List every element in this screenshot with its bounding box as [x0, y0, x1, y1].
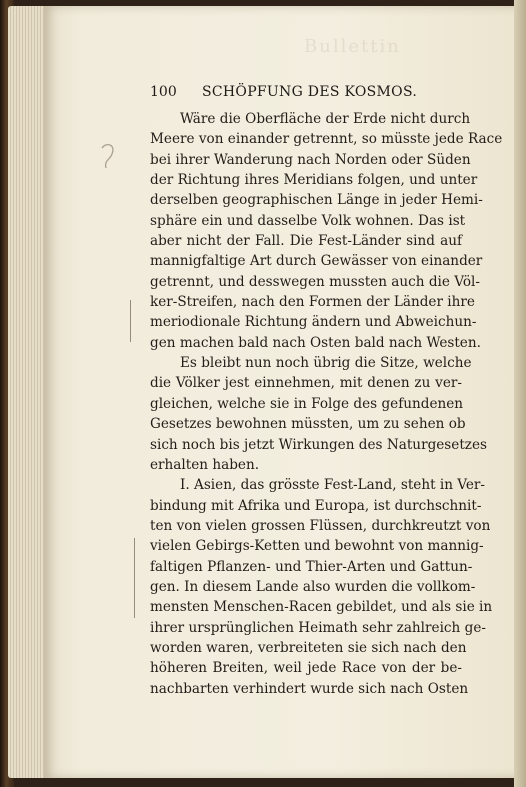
text-line: derselben geographischen Länge in jeder Hemi- — [150, 192, 483, 209]
text-line: sich noch bis jetzt Wirkungen des Naturgesetzes — [150, 436, 487, 453]
page-header — [150, 84, 462, 104]
text-line: worden waren, verbreiteten sie sich nach den — [150, 639, 467, 656]
margin-pencil-line-upper — [130, 300, 131, 342]
text-line: vielen Gebirgs-Ketten und bewohnt von mannig- — [150, 538, 484, 555]
text-line: I. Asien, das grösste Fest-Land, steht in Ver- — [180, 477, 486, 494]
text-line: bindung mit Afrika und Europa, ist durchschnit- — [150, 497, 482, 514]
text-line: höheren Breiten, weil jede Race von der be- — [150, 660, 462, 677]
text-line: mannigfaltige Art durch Gewässer von einander — [150, 253, 483, 270]
text-line: mensten Menschen-Racen gebildet, und als sie in — [150, 599, 493, 616]
text-line: gleichen, welche sie in Folge des gefundenen — [150, 395, 464, 412]
running-title: SCHÖPFUNG DES KOSMOS. — [202, 84, 418, 100]
text-line: meriodionale Richtung ändern und Abweichun- — [150, 314, 477, 331]
body-text — [150, 109, 503, 699]
text-line: sphäre ein und dasselbe Volk wohnen. Das ist — [150, 212, 466, 229]
bleed-through-text: Bullettin — [304, 36, 401, 57]
text-line: nachbarten verhindert wurde sich nach Osten — [150, 680, 469, 697]
text-line: faltigen Pflanzen- und Thier-Arten und Gattun- — [150, 558, 473, 575]
text-line: gen. In diesem Lande also wurden die vollkom- — [150, 578, 476, 595]
text-line: erhalten haben. — [150, 456, 260, 473]
text-line: gen machen bald nach Osten bald nach Westen. — [150, 334, 481, 351]
text-line: Wäre die Oberfläche der Erde nicht durch — [180, 111, 471, 127]
margin-pencil-line-lower — [134, 538, 135, 618]
text-line: Es bleibt nun noch übrig die Sitze, welche — [180, 355, 472, 372]
text-line: bei ihrer Wanderung nach Norden oder Süden — [150, 151, 471, 168]
text-line: die Völker jest einnehmen, mit denen zu ver- — [150, 375, 462, 392]
text-line: Gesetzes bewohnen müssten, um zu sehen ob — [150, 416, 466, 433]
pencil-annotation-mark — [92, 140, 122, 180]
text-line: aber nicht der Fall. Die Fest-Länder sind auf — [150, 233, 462, 250]
text-line: getrennt, und desswegen mussten auch die Völ- — [150, 273, 480, 290]
text-line: der Richtung ihres Meridians folgen, und unter — [150, 172, 478, 189]
page-number: 100 — [150, 84, 177, 100]
text-line: ihrer ursprünglichen Heimath sehr zahlreich ge- — [150, 619, 486, 636]
text-line: Meere von einander getrennt, so müsste jede Race — [150, 131, 503, 148]
right-page-edge — [514, 0, 526, 787]
text-line: ker-Streifen, nach den Formen der Länder ihre — [150, 294, 475, 311]
text-line: ten von vielen grossen Flüssen, durchkreutzt von — [150, 517, 491, 534]
